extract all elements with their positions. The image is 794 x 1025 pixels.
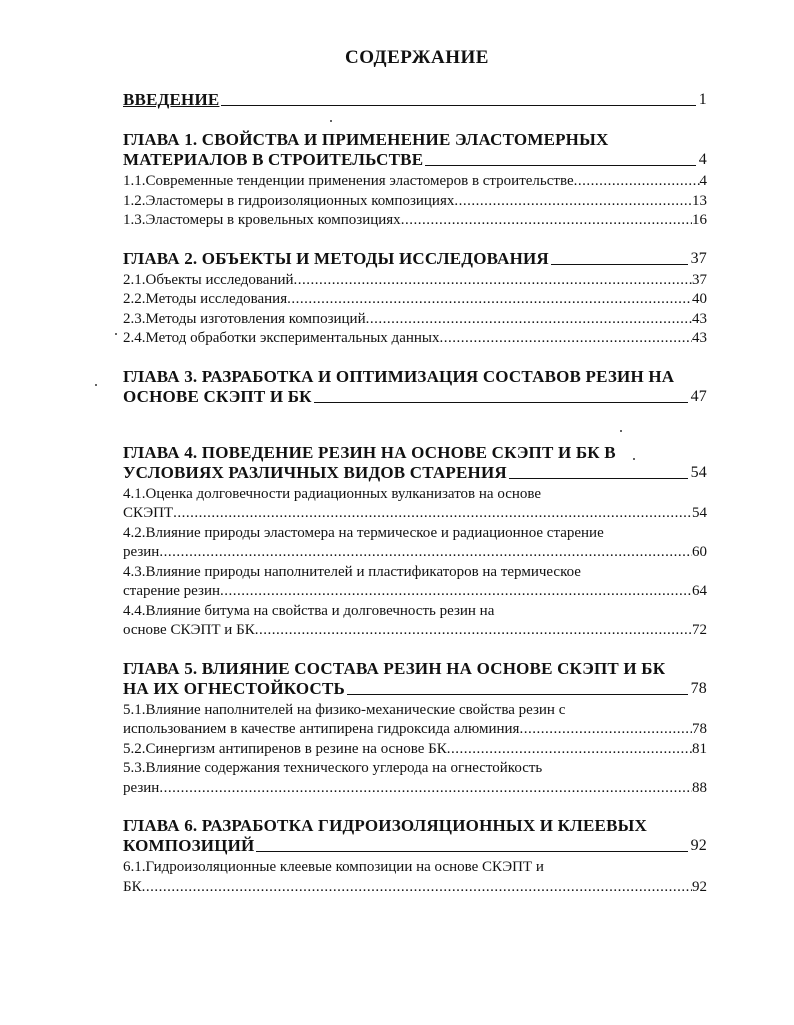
dot-leader	[574, 172, 700, 192]
toc-section-entry	[123, 271, 707, 291]
toc-chapter-2	[123, 249, 707, 349]
toc-section-entry	[123, 701, 707, 740]
section-title-line: 4.1.Оценка долговечности радиационных вулканизатов на основе	[123, 485, 542, 502]
section-title-line: 4.3.Влияние природы наполнителей и пластификаторов на термическое	[123, 563, 581, 580]
chapter-title-line: ГЛАВА 3. РАЗРАБОТКА И ОПТИМИЗАЦИЯ СОСТАВОВ РЕЗИН НА	[123, 366, 675, 386]
section-list	[123, 172, 707, 231]
toc-section-entry	[123, 172, 707, 192]
section-page-number: 43	[692, 310, 707, 327]
toc-section-entry	[123, 602, 707, 641]
toc-section-entry	[123, 192, 707, 212]
section-list	[123, 271, 707, 349]
dot-leader	[159, 779, 692, 799]
scan-speck	[330, 120, 332, 122]
section-page-number: 64	[692, 583, 707, 599]
section-list	[123, 701, 707, 799]
section-title-line: 5.3.Влияние содержания технического углерода на огнестойкость	[123, 760, 543, 776]
scan-speck	[115, 333, 117, 335]
section-title-line: резин	[123, 779, 160, 796]
chapter-page-number: 92	[690, 837, 707, 854]
toc-chapter-6	[123, 816, 707, 897]
page-title: СОДЕРЖАНИЕ	[345, 47, 489, 68]
section-page-number: 40	[692, 291, 707, 307]
table-of-contents	[123, 90, 707, 915]
section-page-number: 88	[692, 779, 707, 796]
section-title-line: 4.4.Влияние битума на свойства и долговечность резин на	[123, 602, 495, 619]
chapter-title-line: КОМПОЗИЦИЙ	[123, 836, 255, 855]
toc-section-entry	[123, 740, 707, 760]
section-title-line: 5.1.Влияние наполнителей на физико-механические свойства резин с	[123, 701, 566, 718]
dot-leader	[439, 329, 692, 349]
section-title-line: 1.2.Эластомеры в гидроизоляционных композициях	[123, 192, 455, 209]
section-page-number: 4	[699, 173, 707, 189]
chapter-title-line: МАТЕРИАЛОВ В СТРОИТЕЛЬСТВЕ	[123, 150, 424, 169]
leader-line	[314, 402, 688, 403]
introduction-page: 1	[698, 91, 707, 108]
toc-section-entry	[123, 485, 707, 524]
dot-leader	[294, 271, 692, 291]
chapter-heading	[123, 130, 707, 170]
chapter-title-line: ГЛАВА 5. ВЛИЯНИЕ СОСТАВА РЕЗИН НА ОСНОВЕ СКЭПТ И БК	[123, 658, 666, 678]
toc-chapter-1	[123, 130, 707, 231]
section-page-number: 43	[692, 330, 707, 346]
toc-section-entry	[123, 858, 707, 897]
leader-line	[221, 105, 695, 106]
section-page-number: 72	[692, 622, 707, 638]
section-title-line: БК	[123, 878, 142, 895]
toc-chapter-4	[123, 443, 707, 641]
chapter-heading	[123, 367, 707, 407]
chapter-heading	[123, 659, 707, 699]
dot-leader	[447, 740, 692, 760]
section-title-line: 2.3.Методы изготовления композиций	[123, 310, 366, 327]
section-title-line: 2.4.Метод обработки экспериментальных данных	[123, 330, 440, 346]
section-page-number: 60	[692, 544, 707, 560]
leader-line	[425, 165, 696, 166]
chapter-title-line: НА ИХ ОГНЕСТОЙКОСТЬ	[123, 678, 345, 698]
section-title-line: 1.3.Эластомеры в кровельных композициях	[123, 212, 401, 228]
dot-leader	[287, 290, 692, 310]
section-page-number: 37	[692, 271, 707, 288]
chapter-heading	[123, 816, 707, 856]
chapter-page-number: 54	[690, 463, 707, 481]
chapter-title-line: ОСНОВЕ СКЭПТ И БК	[123, 386, 312, 406]
dot-leader	[366, 310, 692, 330]
chapter-title-line: ГЛАВА 6. РАЗРАБОТКА ГИДРОИЗОЛЯЦИОННЫХ И КЛЕЕВЫХ	[123, 816, 647, 835]
chapter-heading	[123, 249, 707, 269]
toc-chapter-3	[123, 367, 707, 407]
section-title-line: СКЭПТ	[123, 505, 174, 521]
scan-speck	[620, 430, 622, 432]
dot-leader	[220, 582, 692, 602]
section-page-number: 78	[692, 721, 707, 737]
chapter-title-line: ГЛАВА 2. ОБЪЕКТЫ И МЕТОДЫ ИССЛЕДОВАНИЯ	[123, 248, 549, 268]
section-page-number: 81	[692, 740, 707, 757]
leader-line	[347, 694, 688, 695]
section-title-line: 1.1.Современные тенденции применения эластомеров в строительстве	[123, 173, 574, 189]
introduction-label: ВВЕДЕНИЕ	[123, 90, 220, 109]
toc-section-entry	[123, 759, 707, 798]
section-title-line: использованием в качестве антипирена гидроксида алюминия	[123, 721, 520, 737]
section-page-number: 16	[692, 212, 707, 228]
toc-section-entry	[123, 290, 707, 310]
dot-leader	[142, 878, 692, 898]
scan-speck	[633, 458, 635, 460]
chapter-list	[123, 130, 707, 897]
chapter-title-line: ГЛАВА 1. СВОЙСТВА И ПРИМЕНЕНИЕ ЭЛАСТОМЕРНЫХ	[123, 130, 609, 149]
section-title-line: резин	[123, 544, 160, 560]
section-title-line: старение резин	[123, 583, 220, 599]
dot-leader	[519, 720, 692, 740]
leader-line	[256, 851, 687, 852]
toc-introduction	[123, 90, 707, 110]
section-list	[123, 858, 707, 897]
dot-leader	[401, 211, 692, 231]
chapter-page-number: 4	[698, 151, 707, 168]
dot-leader	[454, 192, 692, 212]
toc-section-entry	[123, 329, 707, 349]
toc-chapter-5	[123, 659, 707, 799]
toc-section-entry	[123, 211, 707, 231]
section-page-number: 54	[692, 505, 707, 521]
toc-section-entry	[123, 563, 707, 602]
section-title-line: 2.1.Объекты исследований	[123, 271, 294, 288]
chapter-page-number: 78	[690, 679, 707, 697]
section-title-line: 4.2.Влияние природы эластомера на термическое и радиационное старение	[123, 524, 604, 541]
section-list	[123, 485, 707, 641]
section-title-line: 5.2.Синергизм антипиренов в резине на основе БК	[123, 740, 447, 757]
leader-line	[551, 264, 688, 265]
chapter-title-line: УСЛОВИЯХ РАЗЛИЧНЫХ ВИДОВ СТАРЕНИЯ	[123, 462, 507, 482]
chapter-page-number: 37	[690, 249, 707, 267]
chapter-heading	[123, 443, 707, 483]
dot-leader	[159, 543, 692, 563]
section-title-line: основе СКЭПТ и БК	[123, 622, 255, 638]
section-title-line: 2.2.Методы исследования	[123, 291, 288, 307]
chapter-title-line: ГЛАВА 4. ПОВЕДЕНИЕ РЕЗИН НА ОСНОВЕ СКЭПТ И БК В	[123, 442, 616, 462]
leader-line	[509, 478, 688, 479]
toc-section-entry	[123, 524, 707, 563]
section-title-line: 6.1.Гидроизоляционные клеевые композиции на основе СКЭПТ и	[123, 859, 544, 875]
section-page-number: 92	[692, 878, 707, 895]
scan-speck	[95, 384, 97, 386]
section-page-number: 13	[692, 192, 707, 209]
dot-leader	[255, 621, 692, 641]
dot-leader	[173, 504, 692, 524]
toc-section-entry	[123, 310, 707, 330]
chapter-page-number: 47	[690, 387, 707, 405]
